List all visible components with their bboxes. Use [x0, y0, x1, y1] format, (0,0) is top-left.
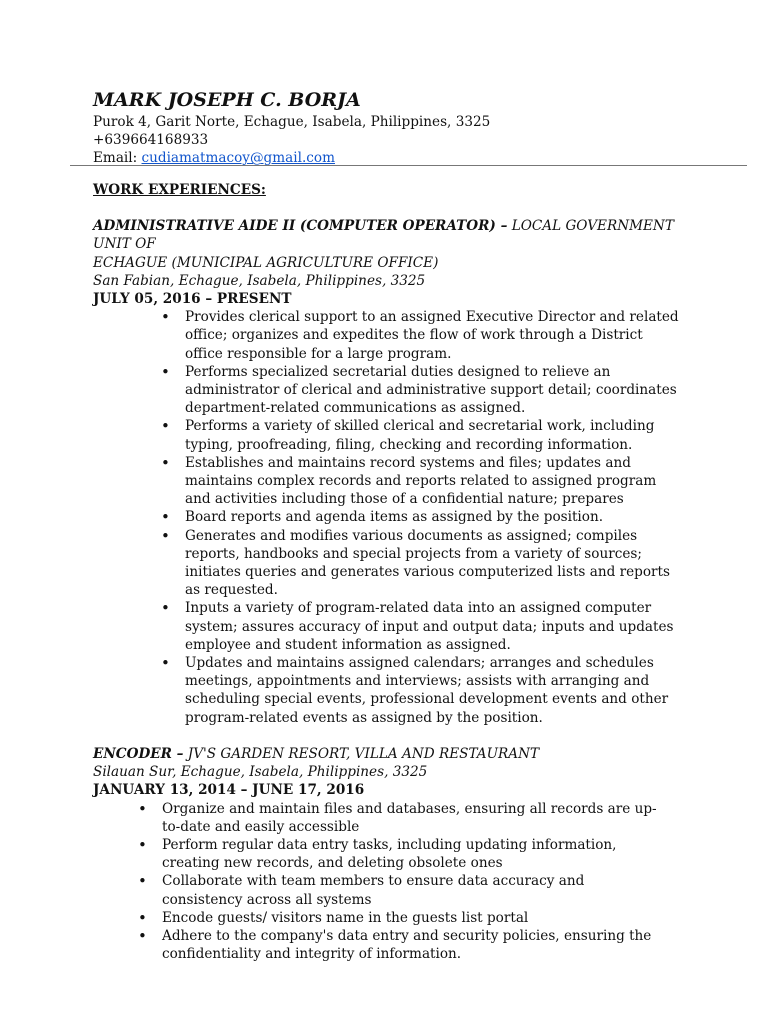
duty-item: • Adhere to the company's data entry and security policies, ensuring the confidentiality and integrity of information.	[162, 927, 662, 963]
duty-item: • Board reports and agenda items as assigned by the position.	[185, 508, 681, 526]
duty-item: • Updates and maintains assigned calendars; arranges and schedules meetings, appointments and interviews; assists with arranging and scheduling special events, professional development events and other program-related events as assigned by the position.	[185, 654, 681, 727]
duty-item: • Provides clerical support to an assigned Executive Director and related office; organizes and expedites the flow of work through a District office responsible for a large program.	[185, 308, 681, 363]
job-entry-encoder	[93, 745, 693, 963]
address: Purok 4, Garit Norte, Echague, Isabela, Philippines, 3325	[93, 114, 491, 130]
resume-header	[93, 88, 693, 168]
duty-item: • Inputs a variety of program-related data into an assigned computer system; assures accuracy of input and output data; inputs and updates employee and student information as assigned.	[185, 599, 681, 654]
job-employer: JV'S GARDEN RESORT, VILLA AND RESTAURANT	[183, 745, 540, 762]
email-label: Email:	[93, 150, 142, 167]
job-role: ADMINISTRATIVE AIDE II (COMPUTER OPERATOR) –	[93, 218, 508, 235]
duty-item: • Collaborate with team members to ensure data accuracy and consistency across all systems	[162, 872, 662, 908]
header-divider	[70, 165, 747, 166]
duty-item: • Generates and modifies various documents as assigned; compiles reports, handbooks and special projects from a variety of sources; initiates queries and generates various computerized lists and reports as requested.	[185, 527, 681, 600]
job-dates: JANUARY 13, 2014 – JUNE 17, 2016	[93, 782, 365, 799]
job-location: San Fabian, Echague, Isabela, Philippines, 3325	[93, 272, 426, 289]
job-title	[93, 745, 693, 763]
duty-item: • Perform regular data entry tasks, including updating information, creating new records, and deleting obsolete ones	[162, 836, 662, 872]
job-employer: LOCAL GOVERNMENT UNIT OF	[93, 218, 674, 253]
section-title-work-experiences: WORK EXPERIENCES:	[93, 182, 266, 198]
job-dates: JULY 05, 2016 – PRESENT	[93, 291, 292, 308]
duty-item: • Encode guests/ visitors name in the guests list portal	[162, 909, 662, 927]
job-duties-list	[162, 800, 662, 964]
phone-number: +639664168933	[93, 132, 209, 149]
job-employer-continued: ECHAGUE (MUNICIPAL AGRICULTURE OFFICE)	[93, 254, 439, 271]
duty-item: • Performs specialized secretarial duties designed to relieve an administrator of clerical and administrative support detail; coordinates department-related communications as assigned.	[185, 363, 681, 418]
job-location: Silauan Sur, Echague, Isabela, Philippines, 3325	[93, 764, 428, 781]
duty-item: • Organize and maintain files and databases, ensuring all records are up-to-date and easily accessible	[162, 800, 662, 836]
duty-item: • Performs a variety of skilled clerical and secretarial work, including typing, proofreading, filing, checking and recording information.	[185, 417, 681, 453]
applicant-name: MARK JOSEPH C. BORJA	[93, 89, 361, 111]
job-duties-list	[185, 308, 681, 727]
job-entry-administrative-aide	[93, 217, 693, 727]
duty-item: • Establishes and maintains record systems and files; updates and maintains complex records and reports related to assigned program and activities including those of a confidential nature; prepares	[185, 454, 681, 509]
email-link[interactable]: cudiamatmacoy@gmail.com	[141, 150, 335, 167]
job-role: ENCODER –	[93, 745, 184, 762]
resume-content	[93, 181, 693, 981]
job-title	[93, 217, 693, 253]
